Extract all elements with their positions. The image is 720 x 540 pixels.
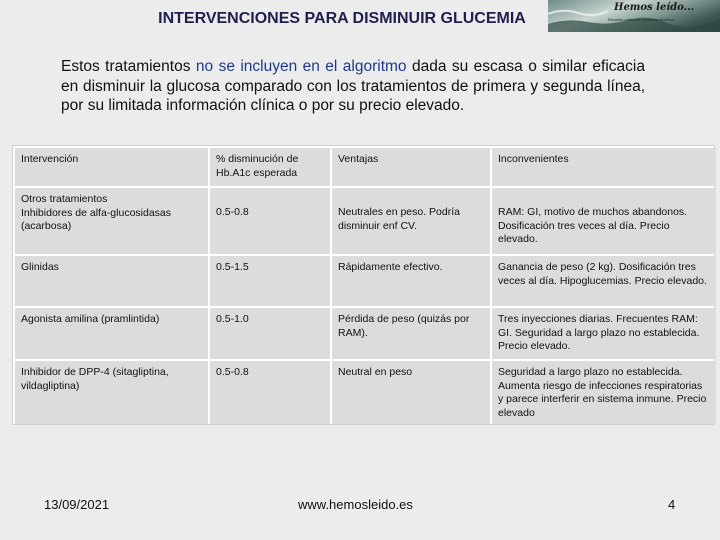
cell-reduction: 0.5-0.8 bbox=[210, 361, 330, 424]
intro-text-start: Estos tratamientos bbox=[61, 58, 196, 75]
cell-advantages: Rápidamente efectivo. bbox=[332, 256, 490, 306]
cell-disadvantages: Tres inyecciones diarias. Frecuentes RAM: GI. Seguridad a largo plazo no establecida. Precio elevado. bbox=[492, 308, 716, 359]
intro-paragraph bbox=[61, 57, 645, 116]
table-row bbox=[15, 256, 716, 306]
table-header-row bbox=[15, 148, 716, 186]
hemos-leido-logo bbox=[548, 0, 720, 32]
cell-intervention bbox=[15, 188, 208, 254]
table-row bbox=[15, 361, 716, 424]
header-intervention: Intervención bbox=[15, 148, 208, 186]
header-reduction: % disminución de Hb.A1c esperada bbox=[210, 148, 330, 186]
logo-title: Hemos leído... bbox=[614, 2, 695, 13]
group-label: Otros tratamientos bbox=[21, 193, 108, 205]
cell-reduction: 0.5-1.5 bbox=[210, 256, 330, 306]
header-advantages: Ventajas bbox=[332, 148, 490, 186]
cell-disadvantages: Ganancia de peso (2 kg). Dosificación tres veces al día. Hipoglucemias. Precio elevado. bbox=[492, 256, 716, 306]
intro-highlight: no se incluyen en el algoritmo bbox=[195, 58, 407, 75]
footer-website[interactable]: www.hemosleido.es bbox=[298, 497, 413, 512]
table-row bbox=[15, 188, 716, 254]
cell-advantages: Neutrales en peso. Podría disminuir enf CV. bbox=[332, 188, 490, 254]
header-disadvantages: Inconvenientes bbox=[492, 148, 716, 186]
cell-disadvantages: Seguridad a largo plazo no establecida. Aumenta riesgo de infecciones respiratorias y parece interferir en sistema inmune. Precio elevado bbox=[492, 361, 716, 424]
cell-disadvantages: RAM: GI, motivo de muchos abandonos. Dosificación tres veces al día. Precio elevado. bbox=[492, 188, 716, 254]
cell-intervention: Agonista amilina (pramlintida) bbox=[15, 308, 208, 359]
page-number: 4 bbox=[668, 497, 676, 512]
treatments-table bbox=[12, 145, 715, 425]
intervention-name: Inhibidores de alfa-glucosidasas (acarbosa) bbox=[21, 206, 172, 232]
logo-subtitle: Revisión crítica de literatura científica bbox=[608, 17, 675, 22]
cell-advantages: Neutral en peso bbox=[332, 361, 490, 424]
footer-date: 13/09/2021 bbox=[44, 497, 110, 512]
cell-advantages: Pérdida de peso (quizás por RAM). bbox=[332, 308, 490, 359]
cell-reduction: 0.5-1.0 bbox=[210, 308, 330, 359]
cell-intervention: Inhibidor de DPP-4 (sitagliptina, vildagliptina) bbox=[15, 361, 208, 424]
slide-title: INTERVENCIONES PARA DISMINUIR GLUCEMIA bbox=[158, 10, 526, 27]
cell-intervention: Glinidas bbox=[15, 256, 208, 306]
cell-reduction: 0.5-0.8 bbox=[210, 188, 330, 254]
intro-text-end: dada su escasa o similar eficacia en disminuir la glucosa comparado con los tratamientos de primera y segunda línea, por su limitada información clínica o por su precio elevado. bbox=[61, 58, 645, 114]
table-row bbox=[15, 308, 716, 359]
